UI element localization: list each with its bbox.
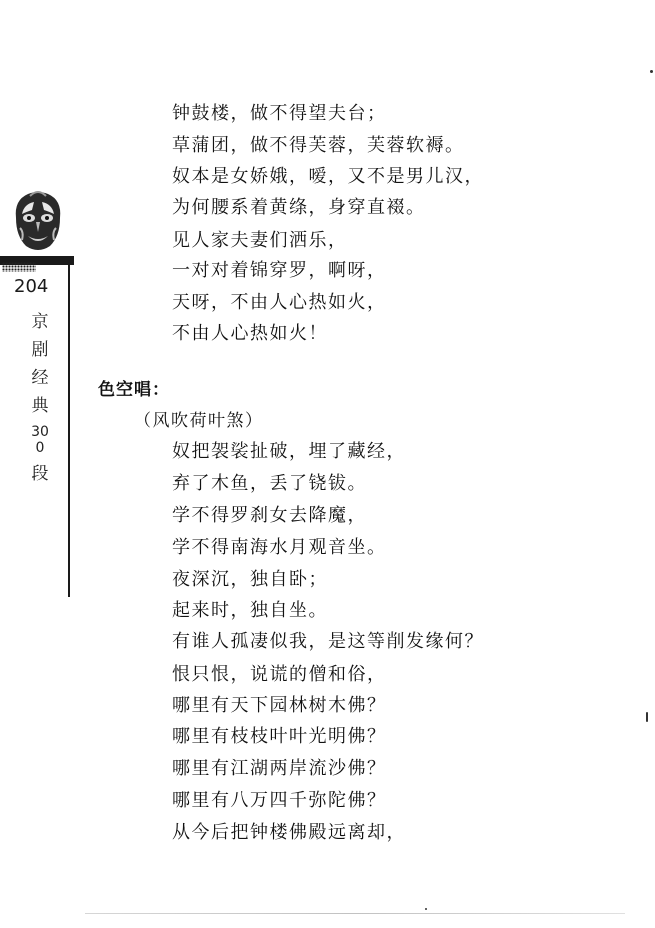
scan-speck	[650, 70, 653, 73]
margin-halftone	[2, 262, 36, 272]
verse1-line: 钟鼓楼，做不得望夫台；	[172, 103, 387, 124]
margin-vertical-line	[68, 262, 70, 597]
verse2-line: 夜深沉，独自卧；	[172, 569, 328, 590]
verse2-line: 弃了木鱼，丢了铙钹。	[172, 473, 367, 494]
verse2-line: 起来时，独自坐。	[172, 600, 328, 621]
book-title-bottom: 段	[31, 464, 49, 484]
book-title-top: 京剧经典	[31, 312, 49, 416]
verse2-line: 哪里有天下园林树木佛？	[172, 695, 387, 716]
verse2-line: 有谁人孤凄似我，是这等削发缘何？	[172, 631, 484, 652]
verse2-line: 哪里有八万四千弥陀佛？	[172, 790, 387, 811]
verse2-line: 奴把袈裟扯破，埋了藏经，	[172, 441, 406, 462]
verse1-line: 天呀，不由人心热如火，	[172, 292, 387, 313]
verse2-line: 哪里有江湖两岸流沙佛？	[172, 758, 387, 779]
verse2-line: 学不得罗刹女去降魔，	[172, 505, 367, 526]
opera-mask-icon	[10, 188, 66, 254]
book-title-vertical	[28, 308, 52, 488]
page-number: 204	[14, 276, 49, 297]
role-heading: 色空唱：	[98, 380, 170, 400]
scan-speck	[425, 908, 427, 910]
tune-name: （风吹荷叶煞）	[134, 411, 264, 431]
bottom-edge	[85, 913, 625, 914]
verse1-line: 奴本是女娇娥，嗳，又不是男儿汉，	[172, 166, 484, 187]
verse2-line: 从今后把钟楼佛殿远离却，	[172, 822, 406, 843]
book-title-number: 300	[31, 424, 49, 456]
verse1-line: 见人家夫妻们洒乐，	[172, 230, 348, 251]
scan-speck	[646, 712, 648, 722]
verse1-line: 草蒲团，做不得芙蓉，芙蓉软褥。	[172, 135, 465, 156]
verse1-line: 一对对着锦穿罗，啊呀，	[172, 260, 387, 281]
verse2-line: 学不得南海水月观音坐。	[172, 537, 387, 558]
verse2-line: 恨只恨，说谎的僧和俗，	[172, 664, 387, 685]
verse1-line: 为何腰系着黄绦，身穿直裰。	[172, 197, 426, 218]
verse2-line: 哪里有枝枝叶叶光明佛？	[172, 726, 387, 747]
verse1-line: 不由人心热如火！	[172, 323, 328, 344]
